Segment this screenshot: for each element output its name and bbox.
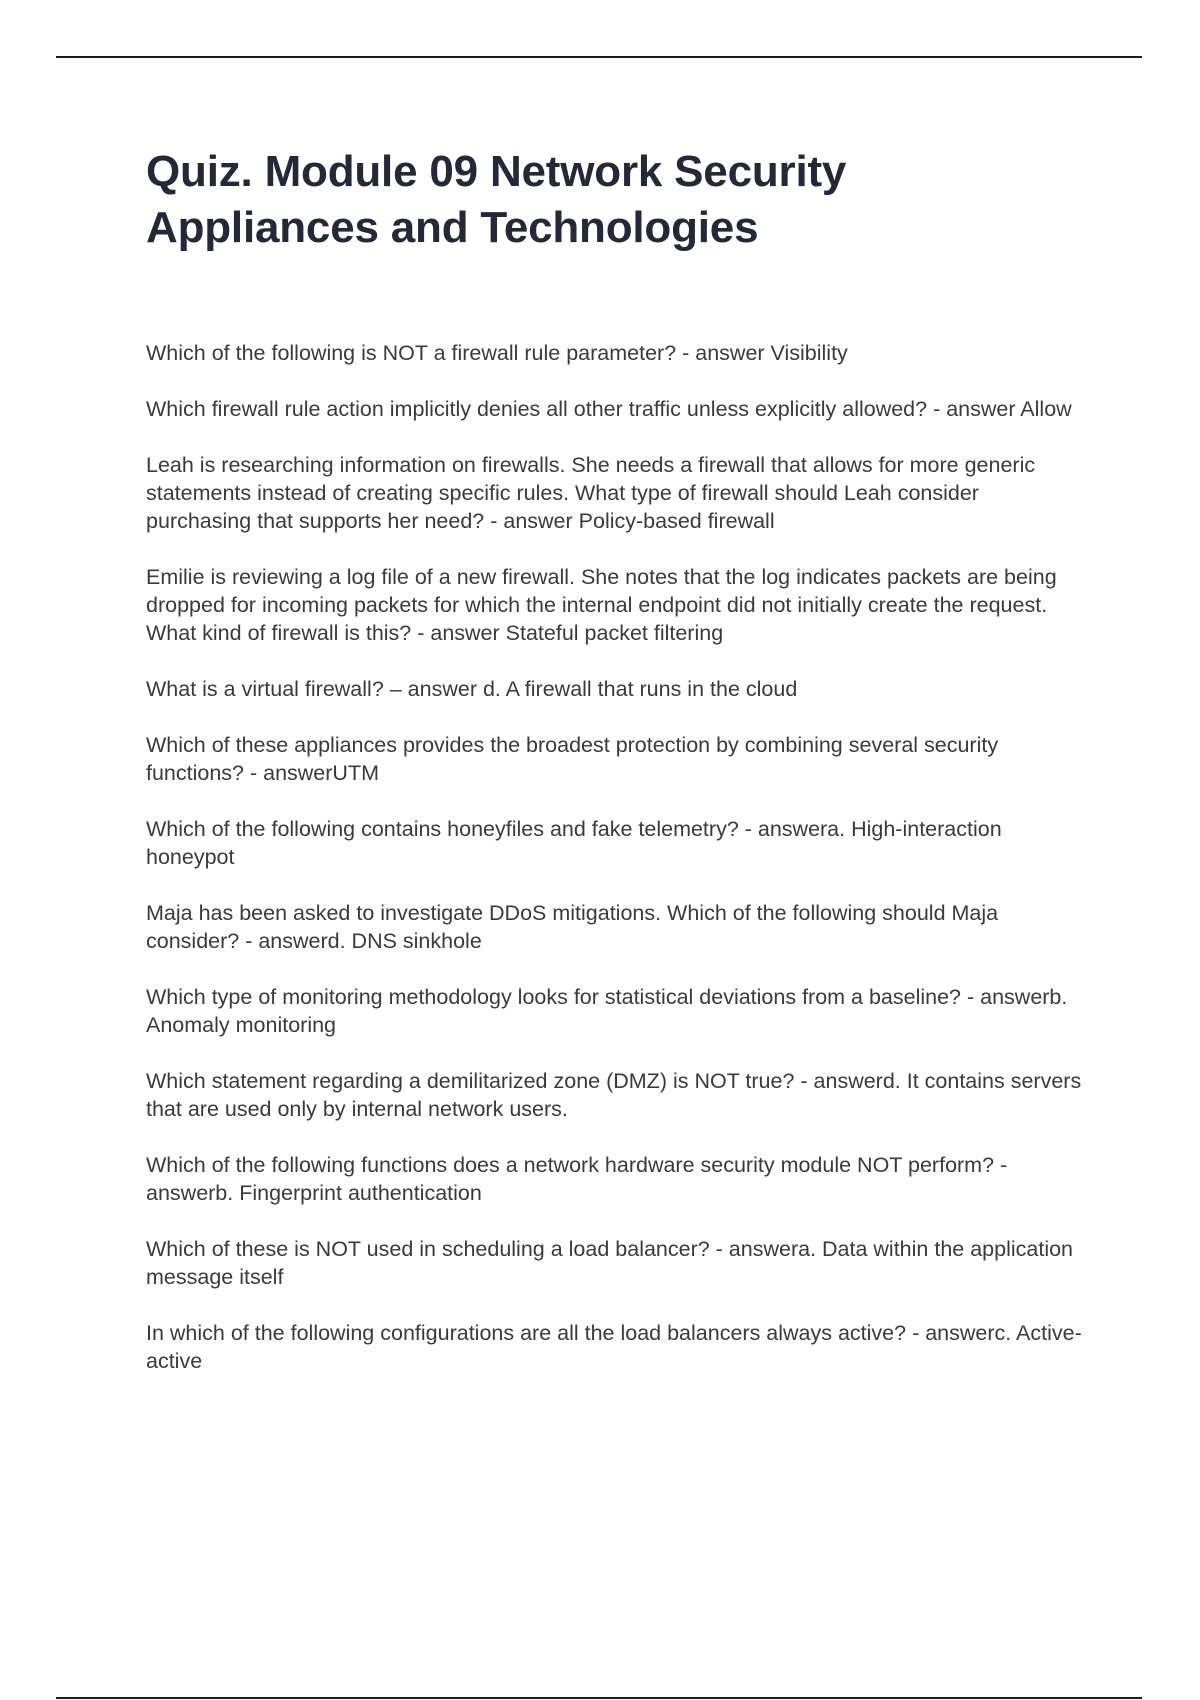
footer-rule: [56, 1697, 1142, 1699]
qa-item: Leah is researching information on firewalls. She needs a firewall that allows for more generic statements instead of creating specific rules. What type of firewall should Leah consider purchasing that supports her need? - answer Policy-based firewall: [146, 453, 1036, 533]
qa-item: Maja has been asked to investigate DDoS mitigations. Which of the following should Maja consider? - answerd. DNS sinkhole: [146, 901, 999, 953]
header-rule: [56, 56, 1142, 58]
qa-item: In which of the following configurations are all the load balancers always active? - answerc. Active-active: [146, 1321, 1082, 1373]
qa-item: Emilie is reviewing a log file of a new firewall. She notes that the log indicates packets are being dropped for incoming packets for which the internal endpoint did not initially create the request. What kind of firewall is this? - answer Stateful packet filtering: [146, 565, 1057, 645]
page-title: Quiz. Module 09 Network Security Appliances and Technologies: [146, 147, 847, 252]
qa-item: What is a virtual firewall? – answer d. A firewall that runs in the cloud: [146, 677, 798, 701]
qa-item: Which of the following functions does a network hardware security module NOT perform? - answerb. Fingerprint authentication: [146, 1153, 1008, 1205]
qa-item: Which firewall rule action implicitly denies all other traffic unless explicitly allowed? - answer Allow: [146, 397, 1072, 421]
qa-item: Which of these appliances provides the broadest protection by combining several security functions? - answerUTM: [146, 733, 999, 785]
qa-list: [146, 339, 1086, 1403]
qa-item: Which of the following is NOT a firewall rule parameter? - answer Visibility: [146, 341, 848, 365]
qa-item: Which of these is NOT used in scheduling a load balancer? - answera. Data within the application message itself: [146, 1237, 1074, 1289]
qa-item: Which type of monitoring methodology looks for statistical deviations from a baseline? - answerb. Anomaly monitoring: [146, 985, 1068, 1037]
qa-item: Which of the following contains honeyfiles and fake telemetry? - answera. High-interaction honeypot: [146, 817, 1002, 869]
qa-item: Which statement regarding a demilitarized zone (DMZ) is NOT true? - answerd. It contains servers that are used only by internal network users.: [146, 1069, 1082, 1121]
